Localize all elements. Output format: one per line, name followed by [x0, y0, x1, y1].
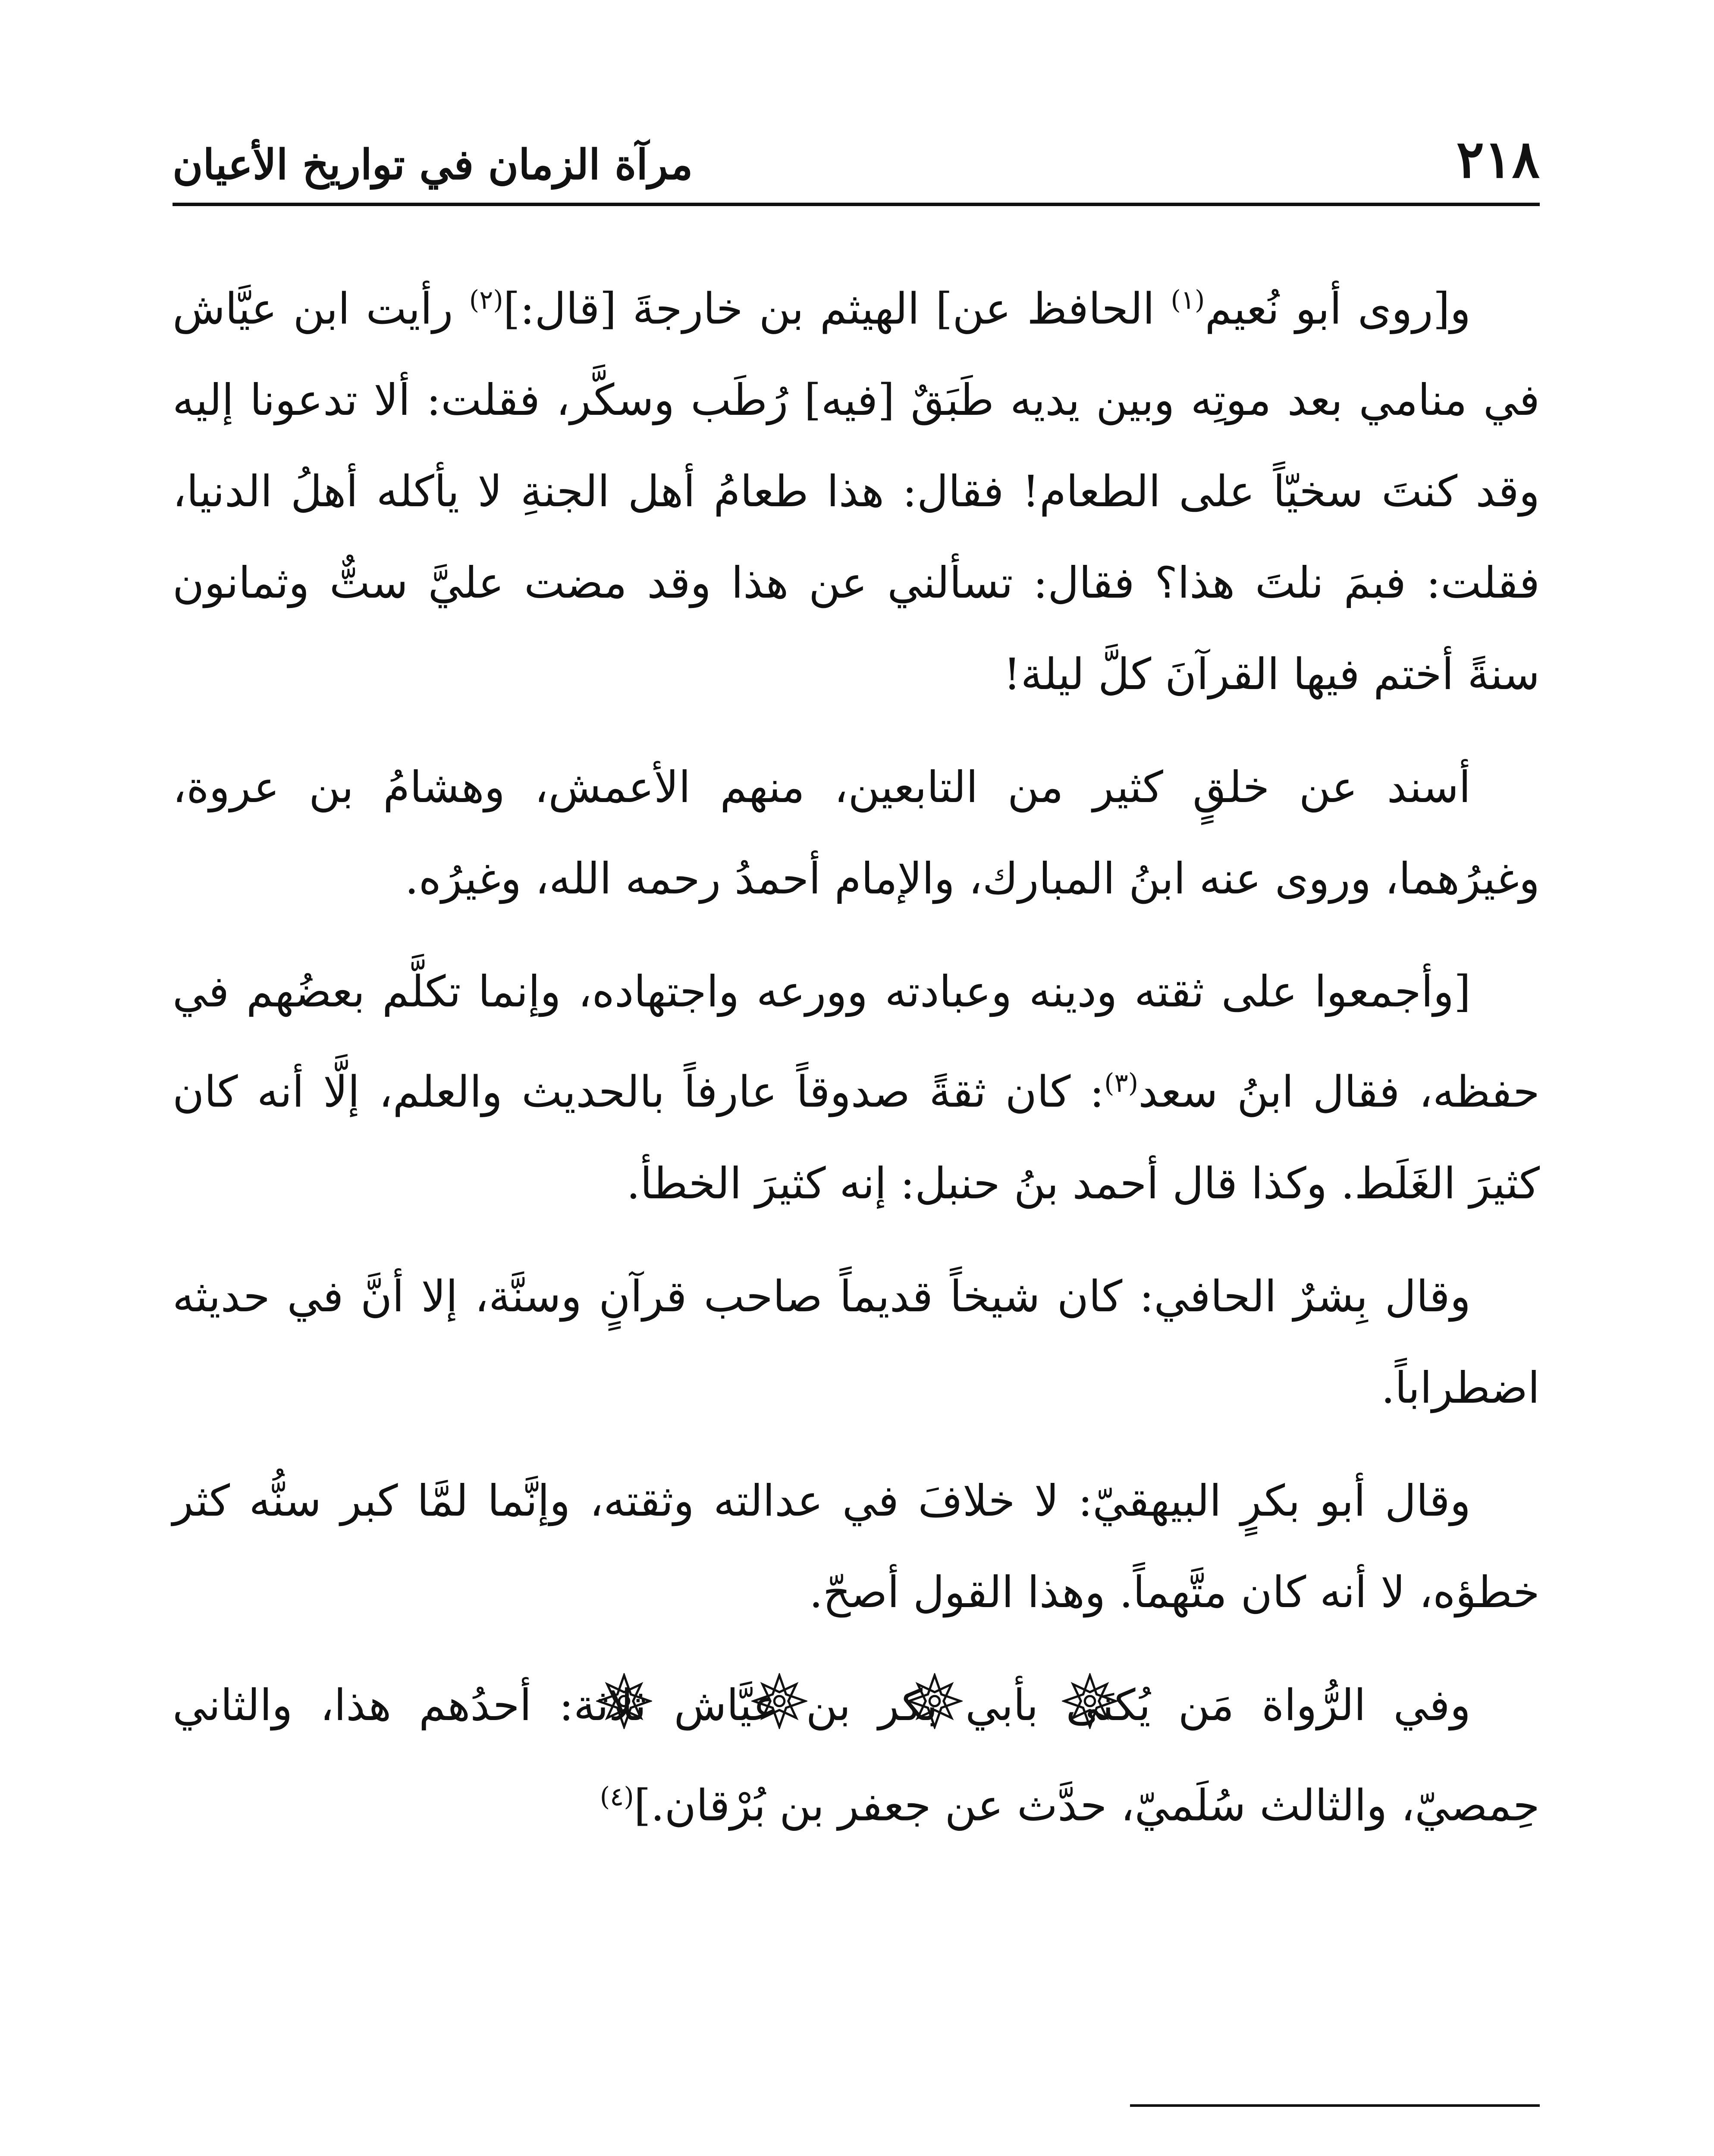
- floral-ornament-icon: [907, 1673, 963, 1729]
- footnotes: [173, 2147, 1540, 2156]
- footnote-divider: [1130, 2104, 1540, 2107]
- main-text: [173, 254, 1540, 1873]
- footnote-ref-2: (٢): [469, 285, 503, 315]
- floral-ornament-icon: [1062, 1673, 1118, 1729]
- paragraph-text: رأيت ابن عيَّاش في منامي بعد موتِه وبين يديه طَبَقٌ [فيه] رُطَب وسكَّر، فقلت: ألا تدعونا إليه وقد كنتَ سخيّاً على الطعام! فقال: هذا طعامُ أهل الجنةِ لا يأكله أهلُ الدنيا، فقلت: فبمَ نلتَ هذا؟ فقال: تسألني عن هذا وقد مضت عليَّ ستٌّ وثمانون سنةً أختم فيها القرآنَ كلَّ ليلة!: [173, 283, 1540, 700]
- floral-ornament-icon: [751, 1673, 807, 1729]
- paragraph-bishr-alhafi: وقال بِشرٌ الحافي: كان شيخاً قديماً صاحب قرآنٍ وسنَّة، إلا أنَّ في حديثه اضطراباً.: [173, 1271, 1540, 1413]
- paragraph-bayhaqi: وقال أبو بكرٍ البيهقيّ: لا خلافَ في عدالته وثقته، وإنَّما لمَّا كبر سنُّه كثر خطؤه، لا أنه كان متَّهماً. وهذا القول أصحّ.: [173, 1475, 1540, 1617]
- page-number: ٢١٨: [1456, 129, 1540, 190]
- paragraph-text: الحافظ عن] الهيثم بن خارجةَ [قال:]: [503, 283, 1171, 334]
- section-ornaments: [0, 1673, 1714, 1729]
- paragraph-consensus: [173, 946, 1540, 1229]
- footnote-1: [173, 2147, 1540, 2156]
- running-title: مرآة الزمان في تواريخ الأعيان: [173, 140, 693, 189]
- footnote-ref-4: (٤): [600, 1781, 634, 1812]
- paragraph-text: و[روى أبو نُعيم: [1205, 283, 1471, 334]
- footnote-ref-1: (١): [1171, 285, 1205, 315]
- paragraph-text: [وأجمعوا على ثقته ودينه وعبادته وورعه واجتهاده، وإنما تكلَّم بعضُهم في حفظه، فقال ابنُ سعد: [173, 966, 1540, 1117]
- paragraph-text: وفي الرُّواة مَن يُكنَى بأبي بكر بن عيَّاش ثلاثة: أحدُهم هذا، والثاني حِمصيّ، والثالث سُلَميّ، حدَّث عن جعفر بن بُرْقان.]: [173, 1680, 1540, 1830]
- paragraph-dream-narration: [173, 254, 1540, 720]
- paragraph-text: : كان ثقةً صدوقاً عارفاً بالحديث والعلم، إلَّا أنه كان كثيرَ الغَلَط. وكذا قال أحمد بنُ حنبل: إنه كثيرَ الخطأ.: [173, 1066, 1540, 1209]
- page-header: [173, 129, 1540, 206]
- paragraph-narrators: أسند عن خلقٍ كثير من التابعين، منهم الأعمش، وهشامُ بن عروة، وغيرُهما، وروى عنه ابنُ المبارك، والإمام أحمدُ رحمه الله، وغيرُه.: [173, 762, 1540, 904]
- footnote-ref-3: (٣): [1104, 1068, 1139, 1099]
- floral-ornament-icon: [596, 1673, 652, 1729]
